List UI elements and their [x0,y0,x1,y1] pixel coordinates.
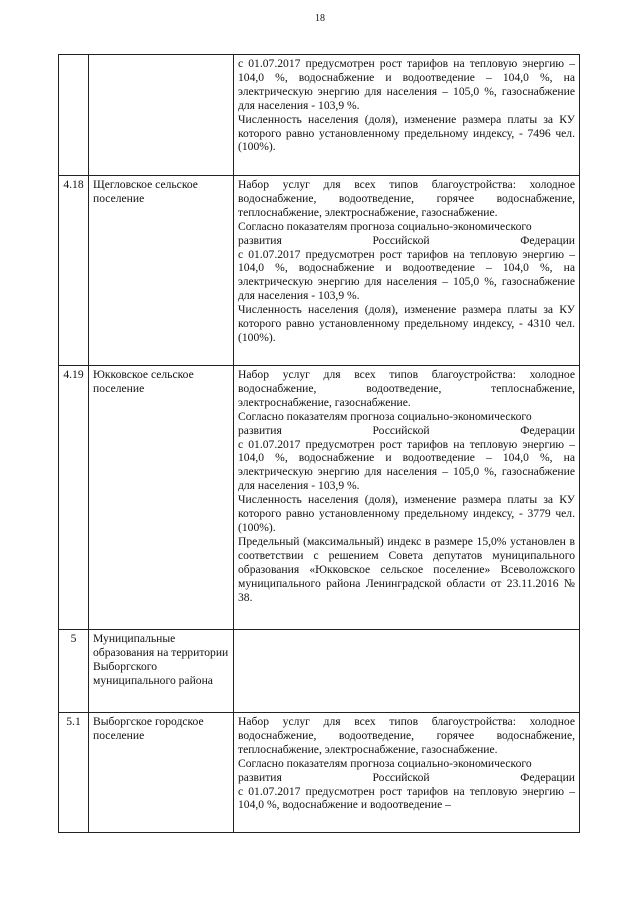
table-row [59,713,580,833]
row-description [234,713,580,833]
description-paragraph: Набор услуг для всех типов благоустройства: холодное водоснабжение, водоотведение, горячее водоснабжение, теплоснабжение, электроснабжение, газоснабжение. [238,715,575,756]
row-number: 4.18 [59,176,89,366]
description-paragraph: с 01.07.2017 предусмотрен рост тарифов на тепловую энергию – 104,0 %, водоснабжение и водоотведение – 104,0 %, на электрическую энергию для населения – 105,0 %, газоснабжение для населения - 103,9 %. [238,57,575,112]
description-paragraph: Численность населения (доля), изменение размера платы за КУ которого равно установленному предельному индексу, - 7496 чел. (100%). [238,112,575,154]
description-paragraph: Согласно показателям прогноза социально-экономического [238,219,532,233]
description-paragraph: с 01.07.2017 предусмотрен рост тарифов на тепловую энергию – 104,0 %, водоснабжение и водоотведение – [238,784,575,812]
table-row [59,630,580,713]
description-paragraph: Набор услуг для всех типов благоустройства: холодное водоснабжение, водоотведение, горячее водоснабжение, теплоснабжение, электроснабжение, газоснабжение. [238,178,575,219]
row-description [234,630,580,713]
page-number: 18 [315,13,325,24]
table-row [59,55,580,176]
row-number: 5 [59,630,89,713]
description-paragraph: с 01.07.2017 предусмотрен рост тарифов на тепловую энергию – 104,0 %, водоснабжение и водоотведение – 104,0 %, на электрическую энергию для населения – 105,0 %, газоснабжение для населения - 103,9 %. [238,437,575,493]
tariff-table [58,54,580,833]
municipality-name: Выборгское городское поселение [89,713,234,833]
description-paragraph: развития Российской Федерации [238,233,575,247]
row-number: 5.1 [59,713,89,833]
municipality-name: Юкковское сельское поселение [89,366,234,630]
description-paragraph: Согласно показателям прогноза социально-экономического [238,409,532,423]
municipality-name: Муниципальные образования на территории Выборгского муниципального района [89,630,234,713]
description-paragraph: Набор услуг для всех типов благоустройства: холодное водоснабжение, водоотведение, теплоснабжение, электроснабжение, газоснабжение. [238,368,575,409]
municipality-name: Щегловское сельское поселение [89,176,234,366]
row-description [234,366,580,630]
table-row [59,366,580,630]
description-paragraph: с 01.07.2017 предусмотрен рост тарифов на тепловую энергию – 104,0 %, водоснабжение и водоотведение – 104,0 %, на электрическую энергию для населения – 105,0 %, газоснабжение для населения - 103,9 %. [238,247,575,303]
description-paragraph: развития Российской Федерации [238,423,575,437]
description-paragraph: Численность населения (доля), изменение размера платы за КУ которого равно установленному предельному индексу, - 4310 чел. (100%). [238,303,575,344]
row-description [234,55,580,176]
row-number: 4.19 [59,366,89,630]
description-paragraph: Согласно показателям прогноза социально-экономического [238,756,532,770]
description-paragraph: Численность населения (доля), изменение размера платы за КУ которого равно установленному предельному индексу, - 3779 чел. (100%). [238,493,575,534]
municipality-name [89,55,234,176]
description-paragraph: Предельный (максимальный) индекс в размере 15,0% установлен в соответствии с решением Совета депутатов муниципального образования «Юкковское сельское поселение» Всеволожского муниципального района Ленинградской области от 23.11.2016 № 38. [238,534,575,604]
row-description [234,176,580,366]
row-number [59,55,89,176]
table-row [59,176,580,366]
description-paragraph: развития Российской Федерации [238,770,575,784]
